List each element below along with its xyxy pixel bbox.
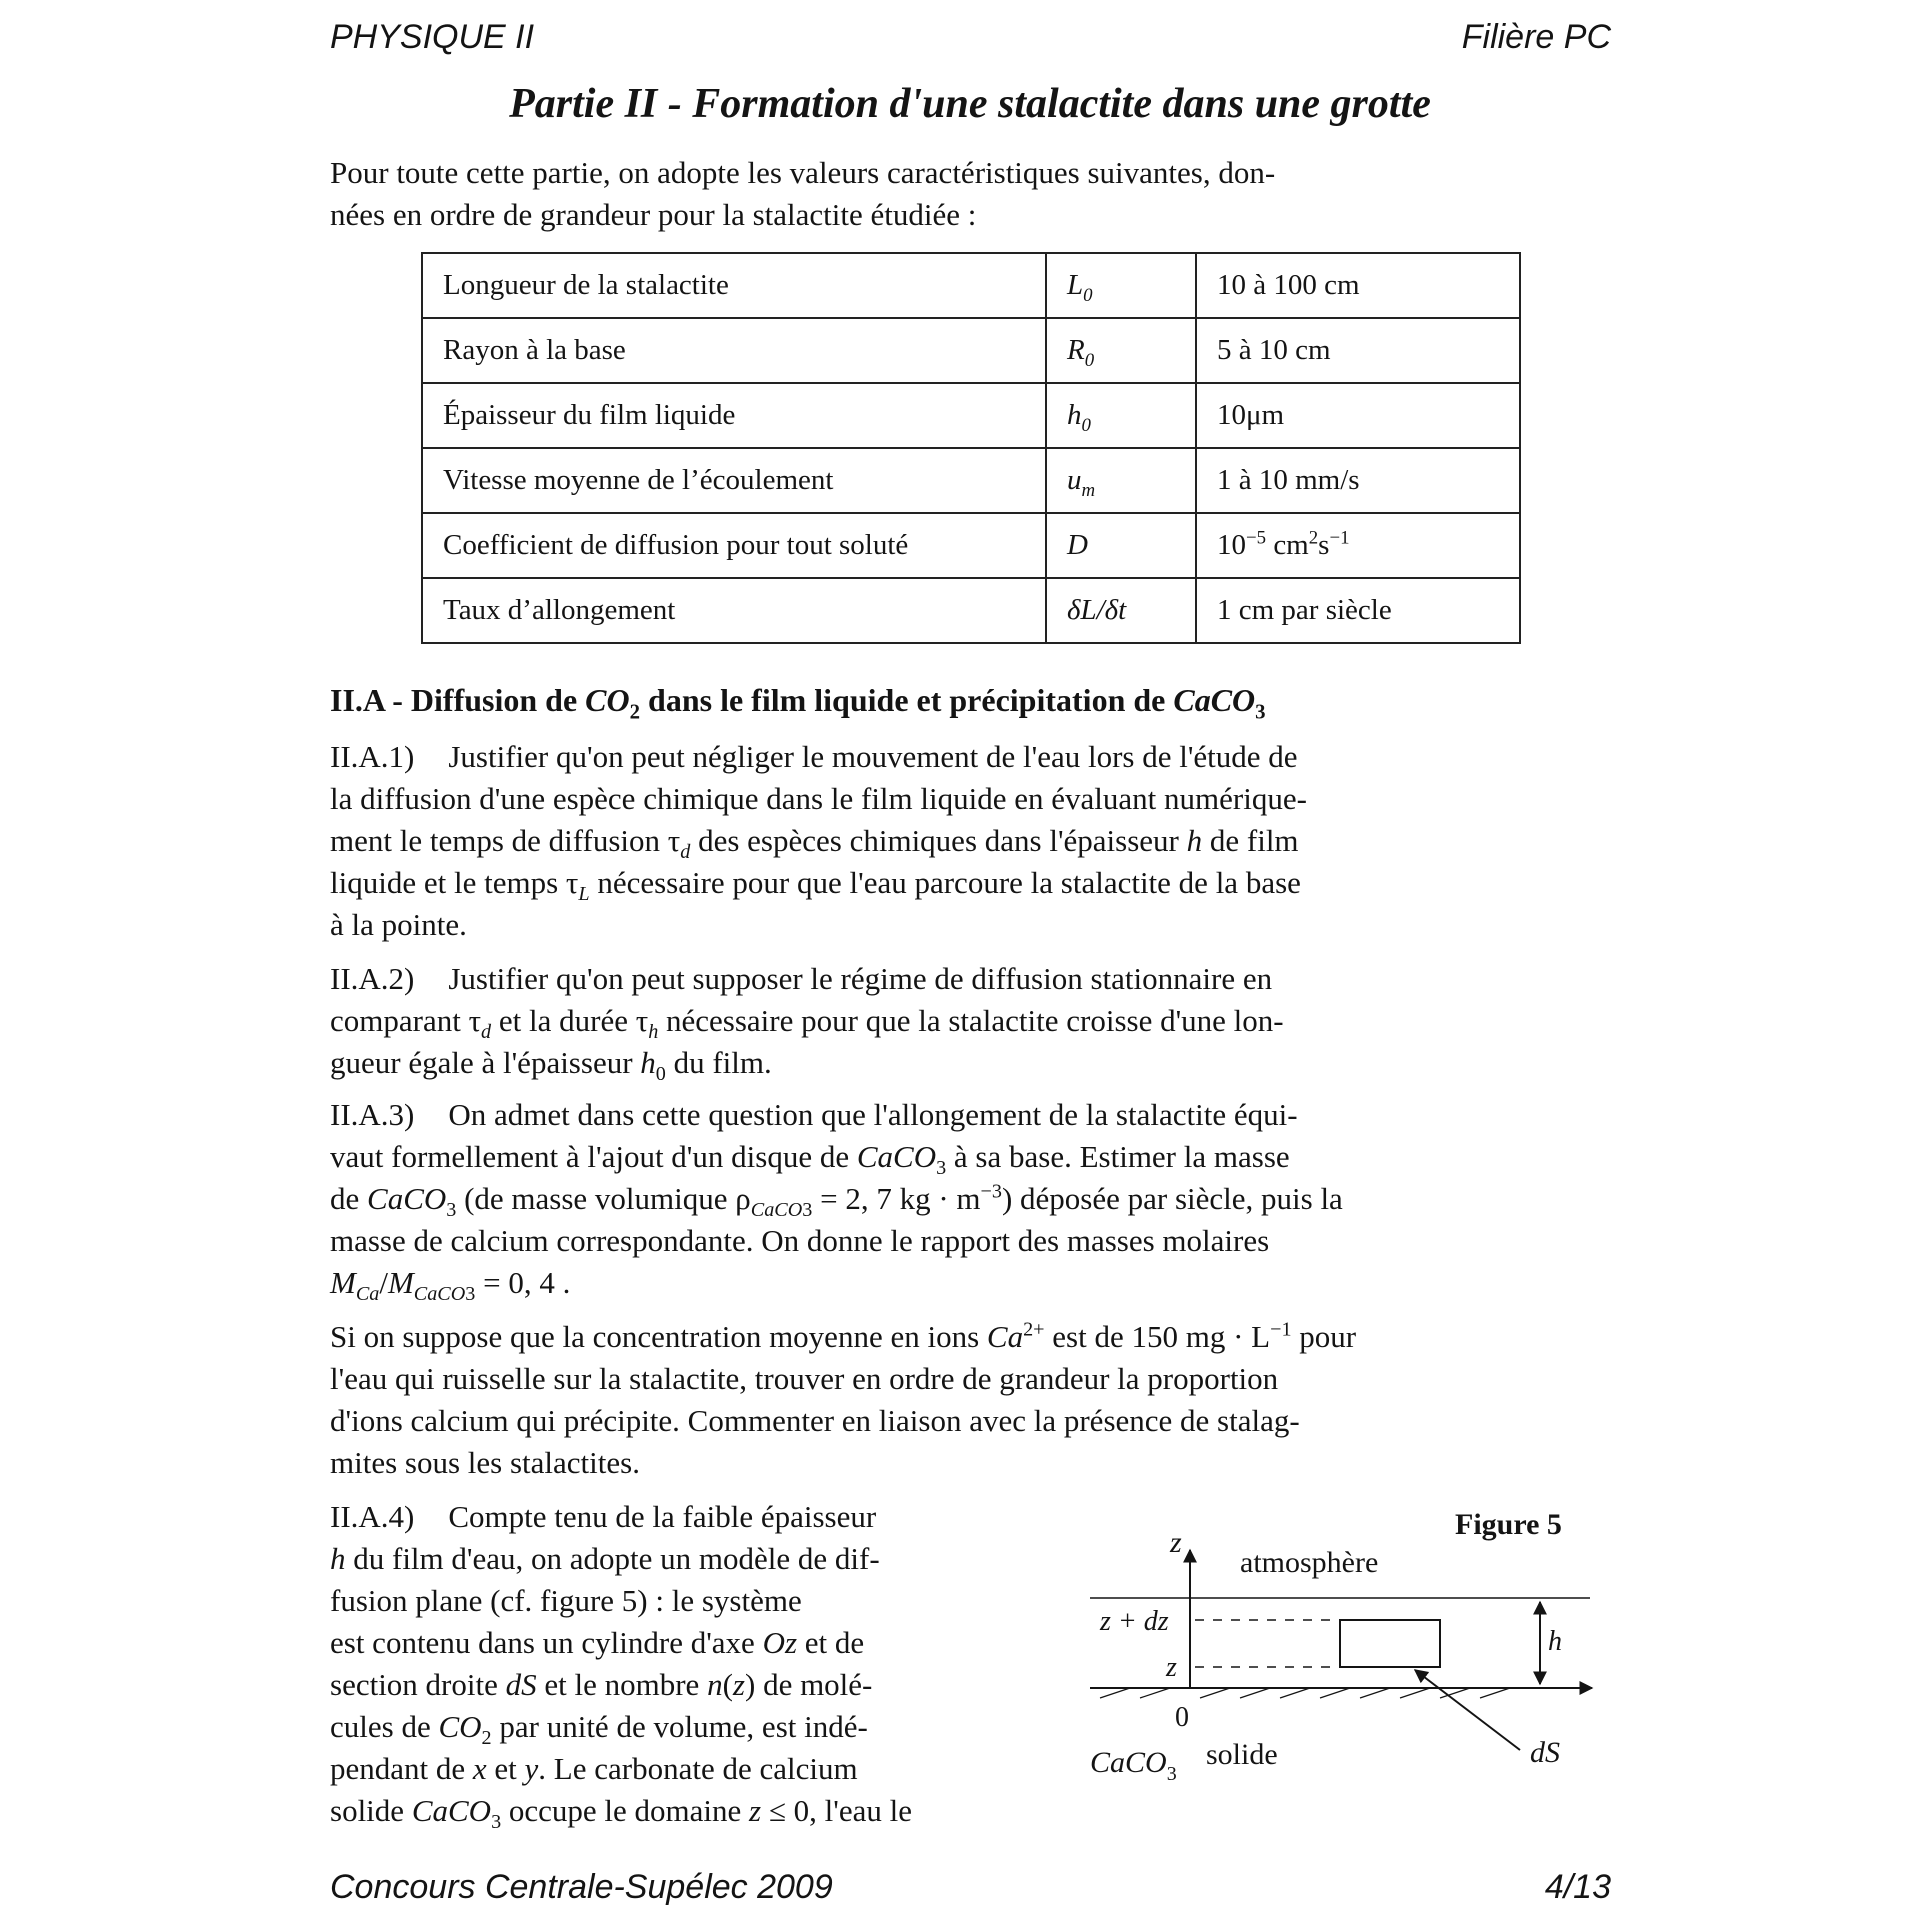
text-line: des espèces chimiques dans l'épaisseur <box>690 823 1187 858</box>
text-line: = 0, 4 . <box>475 1265 571 1300</box>
label-z-plus-dz: z + dz <box>1100 1606 1169 1637</box>
label-origin: 0 <box>1175 1702 1189 1733</box>
text-line: On admet dans cette question que l'allongement de la stalactite équi- <box>448 1097 1298 1132</box>
text-line: section droite <box>330 1667 506 1702</box>
text-line: et de <box>797 1625 865 1660</box>
text-line: 150 mg · L <box>1131 1319 1271 1354</box>
symbol-sub: 0 <box>1083 284 1093 306</box>
table-cell-label: Longueur de la stalactite <box>422 253 1046 318</box>
text-line: gueur égale à l'épaisseur <box>330 1045 641 1080</box>
text-line: = 2, 7 kg · m <box>812 1181 981 1216</box>
table-cell-value: 5 à 10 cm <box>1196 318 1520 383</box>
table-cell-label: Vitesse moyenne de l’écoulement <box>422 448 1046 513</box>
page-title: Partie II - Formation d'une stalactite dans une grotte <box>509 81 1431 127</box>
text-line: (de masse volumique <box>456 1181 736 1216</box>
text-line: est de <box>1044 1319 1132 1354</box>
text-line: , l'eau le <box>809 1793 912 1828</box>
text-line: l'eau qui ruisselle sur la stalactite, trouver en ordre de grandeur la proportion <box>330 1361 1279 1396</box>
value-unit2: s <box>1318 529 1330 561</box>
label-z: z <box>1166 1652 1177 1683</box>
text-line: fusion plane (cf. figure 5) : le système <box>330 1583 802 1618</box>
text-line: Si on suppose que la concentration moyenne en ions <box>330 1319 987 1354</box>
symbol: u <box>1067 464 1082 496</box>
table-cell-symbol <box>1046 318 1196 383</box>
text-line: de film <box>1202 823 1299 858</box>
symbol: δL/δt <box>1067 594 1127 626</box>
table-cell-value: 10 à 100 cm <box>1196 253 1520 318</box>
table-cell-symbol <box>1046 513 1196 578</box>
text-line: de molé- <box>755 1667 873 1702</box>
header-track: Filière PC <box>1461 18 1611 56</box>
value-unit2-exp: −1 <box>1329 527 1350 549</box>
question-2: II.A.2) Justifier qu'on peut supposer le régime de diffusion stationnaire en comparant $\tau_d$ et la durée $\tau_h$ nécessaire pour que la stalactite croisse d'une lon- gueur égale à l'épaisseur $h_0$ du film. <box>330 961 1284 1086</box>
label-ds: dS <box>1530 1736 1560 1769</box>
section-text: dans le film liquide et précipitation de <box>640 682 1174 718</box>
label-solid: solide <box>1206 1738 1278 1771</box>
intro-line: Pour toute cette partie, on adopte les valeurs caractéristiques suivantes, don- <box>330 155 1276 190</box>
header-subject: PHYSIQUE II <box>330 18 535 56</box>
text-line: nécessaire pour que la stalactite croisse d'une lon- <box>658 1003 1284 1038</box>
question-4: II.A.4) Compte tenu de la faible épaisseur h du film d'eau, on adopte un modèle de dif- fusion plane (cf. figure 5) : le système est contenu dans un cylindre d'axe Oz et de section droite dS et le nombre n(z) de molé- cules de $CO_2$ par unité de volume, est indé- pendant de x et y. Le carbonate de calcium solide CaCO$_3$ occupe le domaine z ≤ 0, l'eau le <box>330 1499 912 1834</box>
symbol: R <box>1067 334 1085 366</box>
question-number: II.A.1) <box>330 739 415 774</box>
table-cell-label: Taux d’allongement <box>422 578 1046 643</box>
table-cell-value: 1 cm par siècle <box>1196 578 1520 643</box>
text-line: d'ions calcium qui précipite. Commenter en liaison avec la présence de stalag- <box>330 1403 1300 1438</box>
question-3-part-2: Si on suppose que la concentration moyenne en ions $Ca^{2+}$ est de 150 mg · $L^{-1}$ pour l'eau qui ruisselle sur la stalactite, trouver en ordre de grandeur la proportion d'ions calcium qui précipite. Commenter en liaison avec la présence de stalag- mites sous les stalactites. <box>330 1318 1357 1480</box>
label-atmosphere: atmosphère <box>1240 1546 1379 1579</box>
table-cell-symbol <box>1046 253 1196 318</box>
text-line: . Le carbonate de calcium <box>538 1751 858 1786</box>
table-cell-value: 10μm <box>1196 383 1520 448</box>
table-row <box>422 513 1520 578</box>
value-unit-exp: 2 <box>1308 527 1319 549</box>
section-text: II.A - Diffusion de <box>330 682 586 718</box>
text-line: et la durée <box>491 1003 636 1038</box>
text-line: du film d'eau, on adopte un modèle de dif- <box>345 1541 880 1576</box>
label-caco3: CaCO$_3$ <box>1090 1746 1177 1785</box>
text-line: nécessaire pour que l'eau parcoure la stalactite de la base <box>589 865 1301 900</box>
table-row <box>422 318 1520 383</box>
table-cell-value <box>1196 513 1520 578</box>
values-table <box>421 252 1521 644</box>
text-line: par unité de volume, est indé- <box>491 1709 868 1744</box>
text-line: et le nombre <box>536 1667 708 1702</box>
label-z-axis: z <box>1170 1526 1182 1559</box>
intro-paragraph <box>330 152 1610 236</box>
figure-5-diagram <box>1080 1510 1620 1810</box>
table-cell-symbol <box>1046 383 1196 448</box>
question-3: II.A.3) On admet dans cette question que l'allongement de la stalactite équi- vaut formellement à l'ajout d'un disque de CaCO$_3$ à sa base. Estimer la masse de CaCO$_3$ (de masse volumique $\rho_{CaCO3} = 2$, 7 kg · $m^{-3}$) déposée par siècle, puis la masse de calcium correspondante. On donne le rapport des masses molaires $M_{Ca}/M_{CaCO3} = 0$, 4 . <box>330 1097 1343 1306</box>
symbol: h <box>1067 399 1082 431</box>
text-line: à sa base. Estimer la masse <box>946 1139 1290 1174</box>
text-line: comparant <box>330 1003 469 1038</box>
table-row <box>422 253 1520 318</box>
text-line: de <box>330 1181 368 1216</box>
text-line: masse de calcium correspondante. On donne le rapport des masses molaires <box>330 1223 1270 1258</box>
volume-element <box>1340 1620 1440 1667</box>
table-cell-label: Épaisseur du film liquide <box>422 383 1046 448</box>
text-line: la diffusion d'une espèce chimique dans le film liquide en évaluant numérique- <box>330 781 1307 816</box>
table-row <box>422 578 1520 643</box>
text-line: Compte tenu de la faible épaisseur <box>448 1499 877 1534</box>
section-heading: II.A - Diffusion de $CO_2$ dans le film liquide et précipitation de CaCO$_3$ <box>330 682 1266 724</box>
table-cell-label: Coefficient de diffusion pour tout soluté <box>422 513 1046 578</box>
text-line: pendant de <box>330 1751 473 1786</box>
question-number: II.A.3) <box>330 1097 415 1132</box>
footer-page-number: 4/13 <box>1544 1868 1611 1906</box>
text-line: Justifier qu'on peut supposer le régime de diffusion stationnaire en <box>448 961 1273 996</box>
text-line: à la pointe. <box>330 907 467 942</box>
table-row <box>422 383 1520 448</box>
table-cell-value: 1 à 10 mm/s <box>1196 448 1520 513</box>
text-line: Justifier qu'on peut négliger le mouvement de l'eau lors de l'étude de <box>448 739 1298 774</box>
table-cell-symbol <box>1046 578 1196 643</box>
value-exp: −5 <box>1246 527 1267 549</box>
symbol-sub: m <box>1081 479 1096 501</box>
label-h: h <box>1548 1626 1562 1657</box>
text-line: pour <box>1291 1319 1357 1354</box>
text-line: est contenu dans un cylindre d'axe <box>330 1625 763 1660</box>
table-row <box>422 448 1520 513</box>
text-line: ment le temps de diffusion <box>330 823 668 858</box>
intro-line: nées en ordre de grandeur pour la stalactite étudiée : <box>330 197 977 232</box>
question-number: II.A.2) <box>330 961 415 996</box>
symbol: D <box>1067 529 1088 561</box>
symbol-sub: 0 <box>1084 349 1095 371</box>
text-line: et <box>486 1751 525 1786</box>
text-line: cules de <box>330 1709 439 1744</box>
figure-title: Figure 5 <box>1455 1508 1562 1541</box>
question-1: II.A.1) Justifier qu'on peut négliger le mouvement de l'eau lors de l'étude de la diffusion d'une espèce chimique dans le film liquide en évaluant numérique- ment le temps de diffusion $\tau_d$ des espèces chimiques dans l'épaisseur h de film liquide et le temps $\tau_L$ nécessaire pour que l'eau parcoure la stalactite de la base à la pointe. <box>330 739 1307 942</box>
table-cell-symbol <box>1046 448 1196 513</box>
value-unit: cm <box>1266 529 1309 561</box>
text-line: solide <box>330 1793 412 1828</box>
footer-contest: Concours Centrale-Supélec 2009 <box>330 1868 833 1906</box>
text-line: vaut formellement à l'ajout d'un disque de <box>330 1139 857 1174</box>
value-base: 10 <box>1217 529 1246 561</box>
symbol-sub: 0 <box>1081 414 1091 436</box>
text-line: ) déposée par siècle, puis la <box>1001 1181 1343 1216</box>
symbol: L <box>1067 269 1084 301</box>
text-line: mites sous les stalactites. <box>330 1445 640 1480</box>
text-line: du film. <box>665 1045 772 1080</box>
ds-pointer-arrow <box>1415 1670 1520 1750</box>
table-cell-label: Rayon à la base <box>422 318 1046 383</box>
text-line: liquide et le temps <box>330 865 566 900</box>
text-line: occupe le domaine <box>501 1793 750 1828</box>
question-number: II.A.4) <box>330 1499 415 1534</box>
